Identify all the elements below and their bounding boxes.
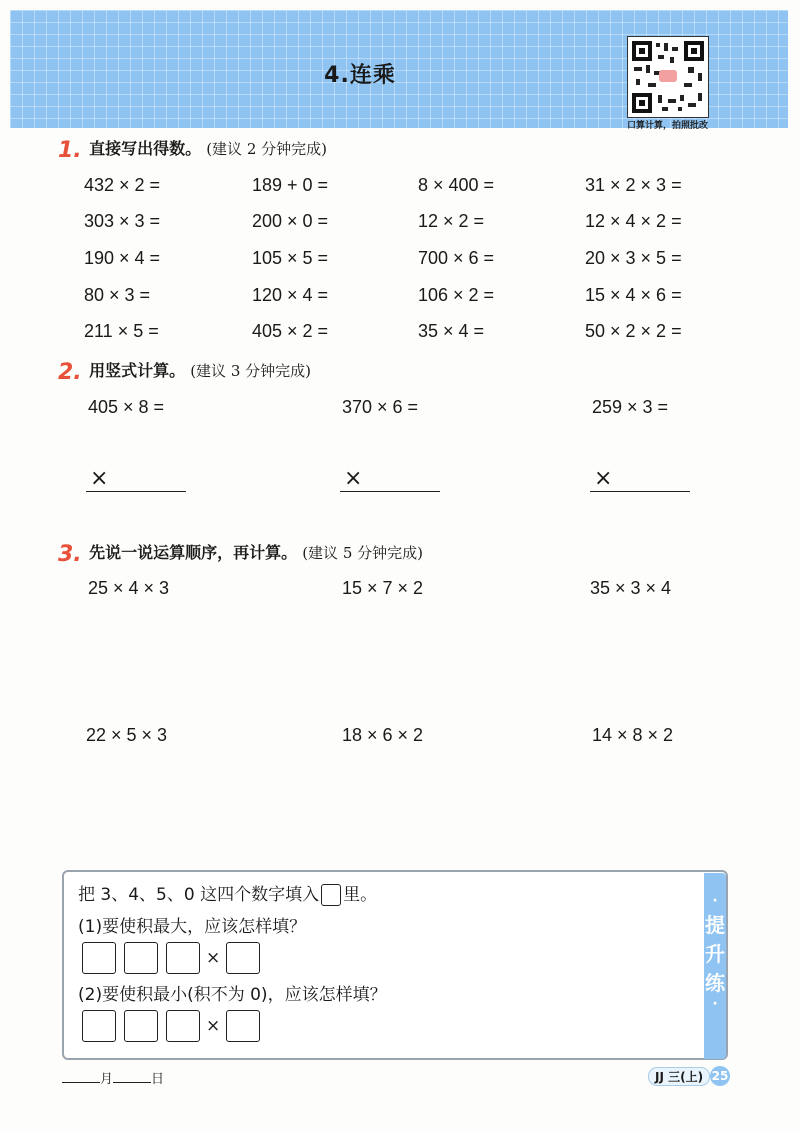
- problem: 50 × 2 × 2 =: [585, 321, 682, 341]
- answer-row-2: [82, 1010, 268, 1042]
- order-problem: 25 × 4 × 3: [88, 578, 170, 598]
- section-3-title: 先说一说运算顺序，再计算。: [89, 543, 298, 562]
- section-2-note: (建议 3 分钟完成): [190, 362, 311, 380]
- digit-box[interactable]: [82, 942, 116, 974]
- times-sign: ×: [206, 948, 221, 968]
- problem: 120 × 4 =: [252, 285, 329, 305]
- day-blank[interactable]: [113, 1082, 151, 1083]
- page-title: 4.连乘: [324, 63, 396, 88]
- page-header: [10, 10, 788, 131]
- section-1-number: 1.: [58, 138, 82, 163]
- order-problem: 22 × 5 × 3: [86, 725, 168, 745]
- problem: 106 × 2 =: [418, 285, 495, 305]
- tab-char: 提: [705, 913, 725, 937]
- month-blank[interactable]: [62, 1082, 100, 1083]
- section-2-number: 2.: [58, 360, 82, 385]
- challenge-intro-end: 里。: [343, 885, 378, 905]
- problem: 105 × 5 =: [252, 248, 329, 268]
- question-2: (2)要使积最小(积不为 0)，应该怎样填？: [78, 985, 387, 1005]
- section-2-heading: [58, 358, 311, 388]
- problem: 432 × 2 =: [84, 175, 161, 195]
- qr-code-image: [628, 37, 708, 117]
- digit-box[interactable]: [226, 942, 260, 974]
- problem: 303 × 3 =: [84, 211, 161, 231]
- section-1-note: (建议 2 分钟完成): [206, 140, 327, 158]
- problem: 200 × 0 =: [252, 211, 329, 231]
- problem: 12 × 2 =: [418, 211, 485, 231]
- problem: 189 + 0 =: [252, 175, 329, 195]
- grade-label: JJ 三(上): [648, 1067, 710, 1086]
- tab-char: 练: [705, 971, 725, 995]
- challenge-box: [62, 870, 728, 1060]
- times-sign: ×: [206, 1016, 221, 1036]
- problem: 211 × 5 =: [84, 321, 159, 341]
- section-1-title: 直接写出得数。: [89, 139, 202, 158]
- order-problem: 15 × 7 × 2: [342, 578, 424, 598]
- problem: 700 × 6 =: [418, 248, 495, 268]
- problem: 35 × 4 =: [418, 321, 485, 341]
- tab-char: 升: [705, 942, 725, 966]
- vertical-rule: [340, 491, 440, 492]
- digit-box[interactable]: [166, 1010, 200, 1042]
- question-1: (1)要使积最大，应该怎样填？: [78, 917, 307, 937]
- section-3-note: (建议 5 分钟完成): [302, 544, 423, 562]
- problem: 12 × 4 × 2 =: [585, 211, 682, 231]
- vertical-rule: [86, 491, 186, 492]
- problem: 405 × 2 =: [252, 321, 329, 341]
- section-2-title: 用竖式计算。: [89, 361, 186, 380]
- qr-code[interactable]: [627, 36, 709, 118]
- problem: 8 × 400 =: [418, 175, 495, 195]
- tab-dot: ·: [712, 996, 718, 1012]
- digit-box[interactable]: [82, 1010, 116, 1042]
- problem: 31 × 2 × 3 =: [585, 175, 682, 195]
- digit-box[interactable]: [166, 942, 200, 974]
- challenge-intro-text: 把 3、4、5、0 这四个数字填入: [78, 885, 320, 905]
- problem: 80 × 3 =: [84, 285, 151, 305]
- problem: 15 × 4 × 6 =: [585, 285, 682, 305]
- section-1-heading: [58, 136, 327, 166]
- section-3-number: 3.: [58, 542, 82, 567]
- order-problem: 18 × 6 × 2: [342, 725, 424, 745]
- answer-row-1: [82, 942, 268, 974]
- times-sign: ×: [594, 466, 613, 491]
- digit-box[interactable]: [124, 1010, 158, 1042]
- vertical-problem: 259 × 3 =: [592, 397, 669, 417]
- page-number: 25: [710, 1066, 730, 1086]
- qr-caption: 口算计算，拍照批改: [626, 121, 708, 131]
- vertical-rule: [590, 491, 690, 492]
- improve-practice-tab: [704, 873, 726, 1059]
- order-problem: 14 × 8 × 2: [592, 725, 674, 745]
- problem: 20 × 3 × 5 =: [585, 248, 682, 268]
- vertical-problem: 405 × 8 =: [88, 397, 165, 417]
- times-sign: ×: [344, 466, 363, 491]
- times-sign: ×: [90, 466, 109, 491]
- tab-dot: ·: [712, 893, 718, 909]
- challenge-intro: [78, 880, 377, 906]
- inline-box-icon: [321, 884, 341, 906]
- order-problem: 35 × 3 × 4: [590, 578, 672, 598]
- vertical-problem: 370 × 6 =: [342, 397, 419, 417]
- section-3-heading: [58, 540, 423, 570]
- month-label: 月: [100, 1072, 114, 1087]
- problem: 190 × 4 =: [84, 248, 161, 268]
- date-line: [62, 1068, 164, 1087]
- day-label: 日: [151, 1072, 165, 1087]
- digit-box[interactable]: [226, 1010, 260, 1042]
- digit-box[interactable]: [124, 942, 158, 974]
